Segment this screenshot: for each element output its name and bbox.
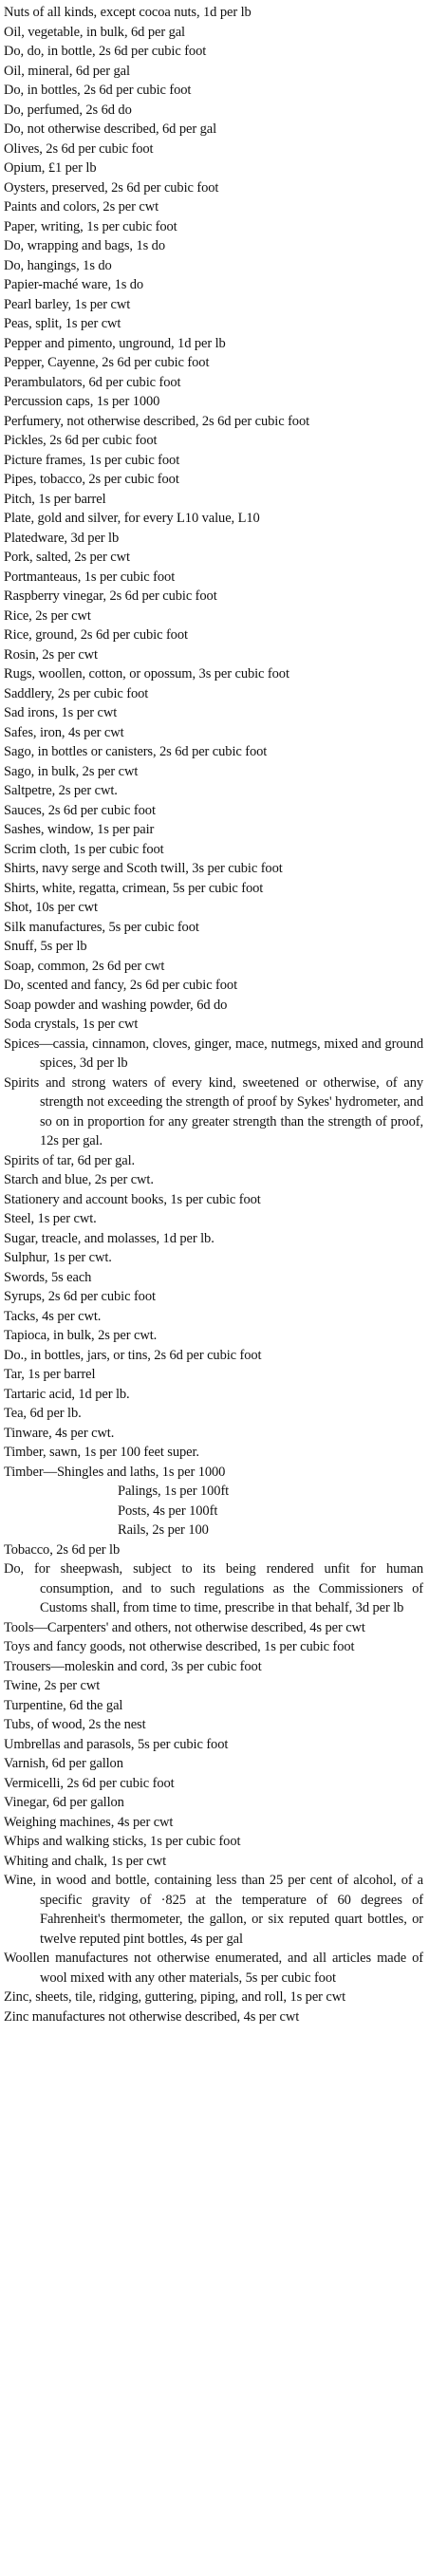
tariff-entry: Syrups, 2s 6d per cubic foot — [4, 1289, 156, 1304]
tariff-entry: Portmanteaus, 1s per cubic foot — [4, 569, 176, 585]
tariff-entry: Silk manufactures, 5s per cubic foot — [4, 919, 199, 935]
tariff-entry: Tinware, 4s per cwt. — [4, 1425, 115, 1441]
tariff-entry: Do, not otherwise described, 6d per gal — [4, 121, 217, 137]
tariff-entry: Swords, 5s each — [4, 1269, 92, 1285]
tariff-entry: Rice, ground, 2s 6d per cubic foot — [4, 627, 188, 643]
tariff-entry: Timber—Shingles and laths, 1s per 1000 — [4, 1464, 226, 1480]
tariff-entry: Olives, 2s 6d per cubic foot — [4, 140, 154, 157]
tariff-entry: Tar, 1s per barrel — [4, 1367, 96, 1382]
tariff-entry: Perambulators, 6d per cubic foot — [4, 374, 181, 390]
tariff-entry: Woollen manufactures not otherwise enumerated, and all articles made of wool mixed with any other materials, 5s per cubic foot — [4, 1951, 423, 1986]
tariff-entry: Varnish, 6d per gallon — [4, 1756, 123, 1771]
tariff-entry: Umbrellas and parasols, 5s per cubic foot — [4, 1736, 229, 1752]
tariff-entry: Rails, 2s per 100 — [118, 1522, 209, 1538]
tariff-entry: Wine, in wood and bottle, containing less than 25 per cent of alcohol, of a specific gravity of ·825 at the temperature of 60 degrees of Fahrenheit's thermometer, the gallon, or six reputed quart bottles, or twelve reputed pint bottles, 4s per gal — [4, 1873, 423, 1947]
tariff-entry: Tartaric acid, 1d per lb. — [4, 1386, 130, 1402]
tariff-entry: Pork, salted, 2s per cwt — [4, 550, 130, 565]
tariff-entry: Do., in bottles, jars, or tins, 2s 6d per cubic foot — [4, 1347, 262, 1363]
tariff-entry: Pipes, tobacco, 2s per cubic foot — [4, 472, 179, 487]
tariff-entry: Sugar, treacle, and molasses, 1d per lb. — [4, 1230, 214, 1246]
tariff-entry: Saddlery, 2s per cubic foot — [4, 685, 149, 701]
tariff-entry: Toys and fancy goods, not otherwise described, 1s per cubic foot — [4, 1639, 355, 1654]
tariff-entry: Sad irons, 1s per cwt — [4, 705, 118, 720]
tariff-entry: Sago, in bulk, 2s per cwt — [4, 763, 139, 779]
tariff-entry: Sauces, 2s 6d per cubic foot — [4, 802, 156, 818]
tariff-entry: Papier-maché ware, 1s do — [4, 277, 144, 292]
tariff-entry: Snuff, 5s per lb — [4, 939, 87, 954]
tariff-entry: Shot, 10s per cwt — [4, 900, 98, 915]
tariff-entry: Pitch, 1s per barrel — [4, 491, 106, 507]
tariff-entry: Oil, mineral, 6d per gal — [4, 63, 130, 79]
tariff-entry: Rice, 2s per cwt — [4, 607, 91, 624]
tariff-entry: Scrim cloth, 1s per cubic foot — [4, 841, 164, 857]
tariff-entry: Platedware, 3d per lb — [4, 530, 120, 546]
tariff-entry: Do, in bottles, 2s 6d per cubic foot — [4, 83, 192, 98]
tariff-entry: Paints and colors, 2s per cwt — [4, 199, 159, 215]
tariff-entry: Pepper, Cayenne, 2s 6d per cubic foot — [4, 355, 210, 370]
tariff-entry: Posts, 4s per 100ft — [118, 1503, 218, 1519]
tariff-entry: Whips and walking sticks, 1s per cubic foot — [4, 1834, 241, 1849]
tariff-entry: Percussion caps, 1s per 1000 — [4, 394, 160, 409]
tariff-entry: Saltpetre, 2s per cwt. — [4, 783, 118, 798]
tariff-entry: Starch and blue, 2s per cwt. — [4, 1172, 154, 1187]
tariff-entry: Soap, common, 2s 6d per cwt — [4, 958, 165, 974]
tariff-entry: Soda crystals, 1s per cwt — [4, 1017, 139, 1032]
tariff-entry: Vinegar, 6d per gallon — [4, 1795, 124, 1810]
tariff-entry: Nuts of all kinds, except cocoa nuts, 1d per lb — [4, 5, 252, 20]
tariff-entry: Sago, in bottles or canisters, 2s 6d per cubic foot — [4, 744, 268, 759]
tariff-entry: Rosin, 2s per cwt — [4, 646, 98, 663]
tariff-entry: Pearl barley, 1s per cwt — [4, 296, 131, 312]
tariff-entry: Sashes, window, 1s per pair — [4, 822, 155, 837]
tariff-entry: Zinc, sheets, tile, ridging, guttering, piping, and roll, 1s per cwt — [4, 1989, 346, 2005]
tariff-entry: Turpentine, 6d the gal — [4, 1697, 123, 1713]
tariff-entry: Tacks, 4s per cwt. — [4, 1308, 102, 1324]
tariff-entry: Timber, sawn, 1s per 100 feet super. — [4, 1445, 199, 1460]
tariff-entry: Paper, writing, 1s per cubic foot — [4, 218, 177, 234]
tariff-entry: Picture frames, 1s per cubic foot — [4, 452, 180, 468]
tariff-entry: Tea, 6d per lb. — [4, 1406, 82, 1421]
tariff-entry: Twine, 2s per cwt — [4, 1678, 101, 1693]
tariff-entry: Spices—cassia, cinnamon, cloves, ginger, mace, nutmegs, mixed and ground spices, 3d per lb — [4, 1036, 423, 1071]
tariff-entry: Steel, 1s per cwt. — [4, 1211, 97, 1226]
tariff-entry: Do, for sheepwash, subject to its being rendered unfit for human consumption, and to such regulations as the Commissioners of Customs shall, from time to time, prescribe in that behalf, 3d per lb — [4, 1561, 423, 1615]
tariff-entry: Tubs, of wood, 2s the nest — [4, 1717, 146, 1732]
tariff-entry: Raspberry vinegar, 2s 6d per cubic foot — [4, 588, 217, 604]
tariff-entry: Pickles, 2s 6d per cubic foot — [4, 433, 158, 448]
tariff-entry: Tobacco, 2s 6d per lb — [4, 1541, 121, 1558]
tariff-entry: Tools—Carpenters' and others, not otherwise described, 4s per cwt — [4, 1619, 365, 1635]
tariff-entry: Trousers—moleskin and cord, 3s per cubic foot — [4, 1658, 262, 1674]
tariff-entry: Oysters, preserved, 2s 6d per cubic foot — [4, 179, 219, 196]
tariff-entry: Do, perfumed, 2s 6d do — [4, 102, 132, 118]
tariff-entry: Shirts, white, regatta, crimean, 5s per cubic foot — [4, 880, 264, 896]
tariff-entry: Sulphur, 1s per cwt. — [4, 1250, 112, 1265]
tariff-entry: Spirits of tar, 6d per gal. — [4, 1152, 136, 1168]
tariff-entry: Tapioca, in bulk, 2s per cwt. — [4, 1328, 158, 1343]
tariff-entry: Plate, gold and silver, for every L10 value, L10 — [4, 511, 260, 526]
tariff-entry: Perfumery, not otherwise described, 2s 6d per cubic foot — [4, 413, 310, 429]
tariff-entry: Palings, 1s per 100ft — [118, 1484, 230, 1499]
tariff-entry: Opium, £1 per lb — [4, 160, 97, 176]
tariff-entry: Soap powder and washing powder, 6d do — [4, 997, 228, 1013]
tariff-entry: Stationery and account books, 1s per cubic foot — [4, 1191, 261, 1207]
tariff-entry: Shirts, navy serge and Scoth twill, 3s per cubic foot — [4, 861, 283, 876]
tariff-entry: Whiting and chalk, 1s per cwt — [4, 1853, 167, 1869]
tariff-entry: Do, scented and fancy, 2s 6d per cubic foot — [4, 978, 238, 993]
tariff-entry: Vermicelli, 2s 6d per cubic foot — [4, 1775, 175, 1791]
tariff-entry: Safes, iron, 4s per cwt — [4, 724, 124, 740]
tariff-entry: Do, hangings, 1s do — [4, 257, 112, 273]
tariff-entry: Weighing machines, 4s per cwt — [4, 1814, 174, 1830]
tariff-entry: Do, wrapping and bags, 1s do — [4, 238, 165, 253]
tariff-entry: Zinc manufactures not otherwise described, 4s per cwt — [4, 2008, 300, 2025]
tariff-entry: Pepper and pimento, unground, 1d per lb — [4, 335, 226, 351]
tariff-entry: Rugs, woollen, cotton, or opossum, 3s per cubic foot — [4, 666, 289, 681]
tariff-entry: Do, do, in bottle, 2s 6d per cubic foot — [4, 44, 207, 59]
tariff-entry: Spirits and strong waters of every kind, sweetened or otherwise, of any strength not exceeding the strength of proof by Sykes' hydrometer, and so on in proportion for any greater strength than the strength of proof, 12s per gal. — [4, 1074, 423, 1148]
tariff-entry: Peas, split, 1s per cwt — [4, 316, 121, 331]
tariff-entry: Oil, vegetable, in bulk, 6d per gal — [4, 24, 185, 40]
